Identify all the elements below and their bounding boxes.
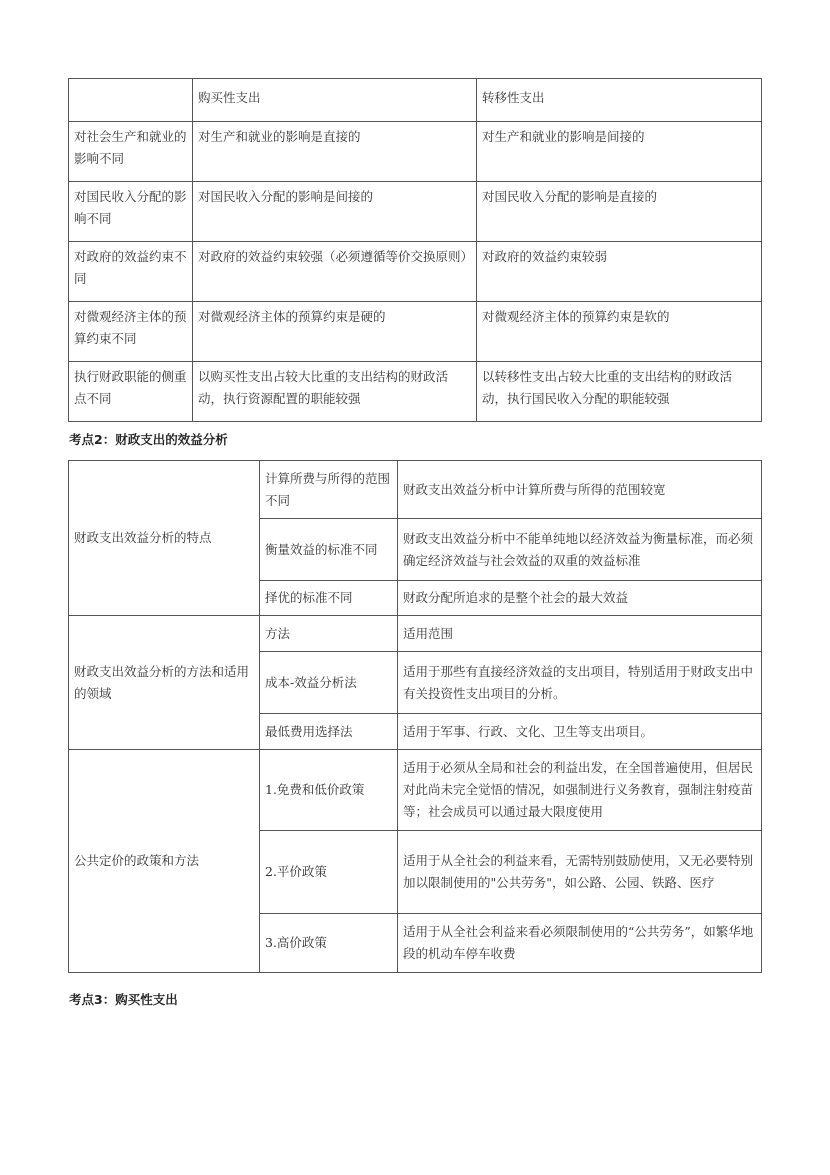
row-label: 对政府的效益约束不同 [69,242,193,302]
purchase-cell: 对政府的效益约束较强（必须遵循等价交换原则） [193,242,477,302]
policy-cell: 3.高价政策 [260,914,398,973]
group-label-methods: 财政支出效益分析的方法和适用的领域 [69,616,260,750]
table-row [69,242,762,302]
transfer-cell: 以转移性支出占较大比重的支出结构的财政活动，执行国民收入分配的职能较强 [477,362,762,422]
header-cell-transfer: 转移性支出 [477,79,762,122]
row-label: 对微观经济主体的预算约束不同 [69,302,193,362]
policy-cell: 1.免费和低价政策 [260,750,398,831]
section-heading-3: 考点3：购买性支出 [69,992,178,1007]
transfer-cell: 对国民收入分配的影响是直接的 [477,182,762,242]
description-cell: 财政支出效益分析中计算所费与所得的范围较宽 [398,461,762,519]
purchase-cell: 以购买性支出占较大比重的支出结构的财政活动，执行资源配置的职能较强 [193,362,477,422]
scope-header-cell: 适用范围 [398,616,762,652]
transfer-cell: 对生产和就业的影响是间接的 [477,122,762,182]
policy-description-cell: 适用于必须从全局和社会的利益出发，在全国普遍使用，但居民对此尚未完全觉悟的情况，如强制进行义务教育，强制注射疫苗等；社会成员可以通过最大限度使用 [398,750,762,831]
table-header-row [69,79,762,122]
table-row [69,750,762,831]
group-label-pricing: 公共定价的政策和方法 [69,750,260,973]
table-row [69,122,762,182]
method-header-cell: 方法 [260,616,398,652]
row-label: 对国民收入分配的影响不同 [69,182,193,242]
criterion-cell: 衡量效益的标准不同 [260,519,398,581]
row-label: 执行财政职能的侧重点不同 [69,362,193,422]
table-row [69,461,762,519]
scope-cell: 适用于那些有直接经济效益的支出项目，特别适用于财政支出中有关投资性支出项目的分析。 [398,652,762,714]
purchase-cell: 对微观经济主体的预算约束是硬的 [193,302,477,362]
table-row [69,182,762,242]
expenditure-comparison-table [68,78,762,422]
purchase-cell: 对国民收入分配的影响是间接的 [193,182,477,242]
table-row [69,616,762,652]
group-label-features: 财政支出效益分析的特点 [69,461,260,616]
efficiency-analysis-table [68,460,762,973]
policy-description-cell: 适用于从全社会利益来看必须限制使用的“公共劳务”，如繁华地段的机动车停车收费 [398,914,762,973]
purchase-cell: 对生产和就业的影响是直接的 [193,122,477,182]
method-cell: 最低费用选择法 [260,714,398,750]
section-heading-2: 考点2：财政支出的效益分析 [69,432,228,447]
table-row [69,302,762,362]
scope-cell: 适用于军事、行政、文化、卫生等支出项目。 [398,714,762,750]
description-cell: 财政分配所追求的是整个社会的最大效益 [398,581,762,616]
policy-cell: 2.平价政策 [260,831,398,914]
header-cell-purchase: 购买性支出 [193,79,477,122]
header-cell-empty [69,79,193,122]
criterion-cell: 计算所费与所得的范围不同 [260,461,398,519]
transfer-cell: 对政府的效益约束较弱 [477,242,762,302]
table-row [69,362,762,422]
transfer-cell: 对微观经济主体的预算约束是软的 [477,302,762,362]
policy-description-cell: 适用于从全社会的利益来看，无需特别鼓励使用，又无必要特别加以限制使用的"公共劳务"，如公路、公园、铁路、医疗 [398,831,762,914]
description-cell: 财政支出效益分析中不能单纯地以经济效益为衡量标准，而必须确定经济效益与社会效益的双重的效益标准 [398,519,762,581]
method-cell: 成本-效益分析法 [260,652,398,714]
criterion-cell: 择优的标准不同 [260,581,398,616]
row-label: 对社会生产和就业的影响不同 [69,122,193,182]
